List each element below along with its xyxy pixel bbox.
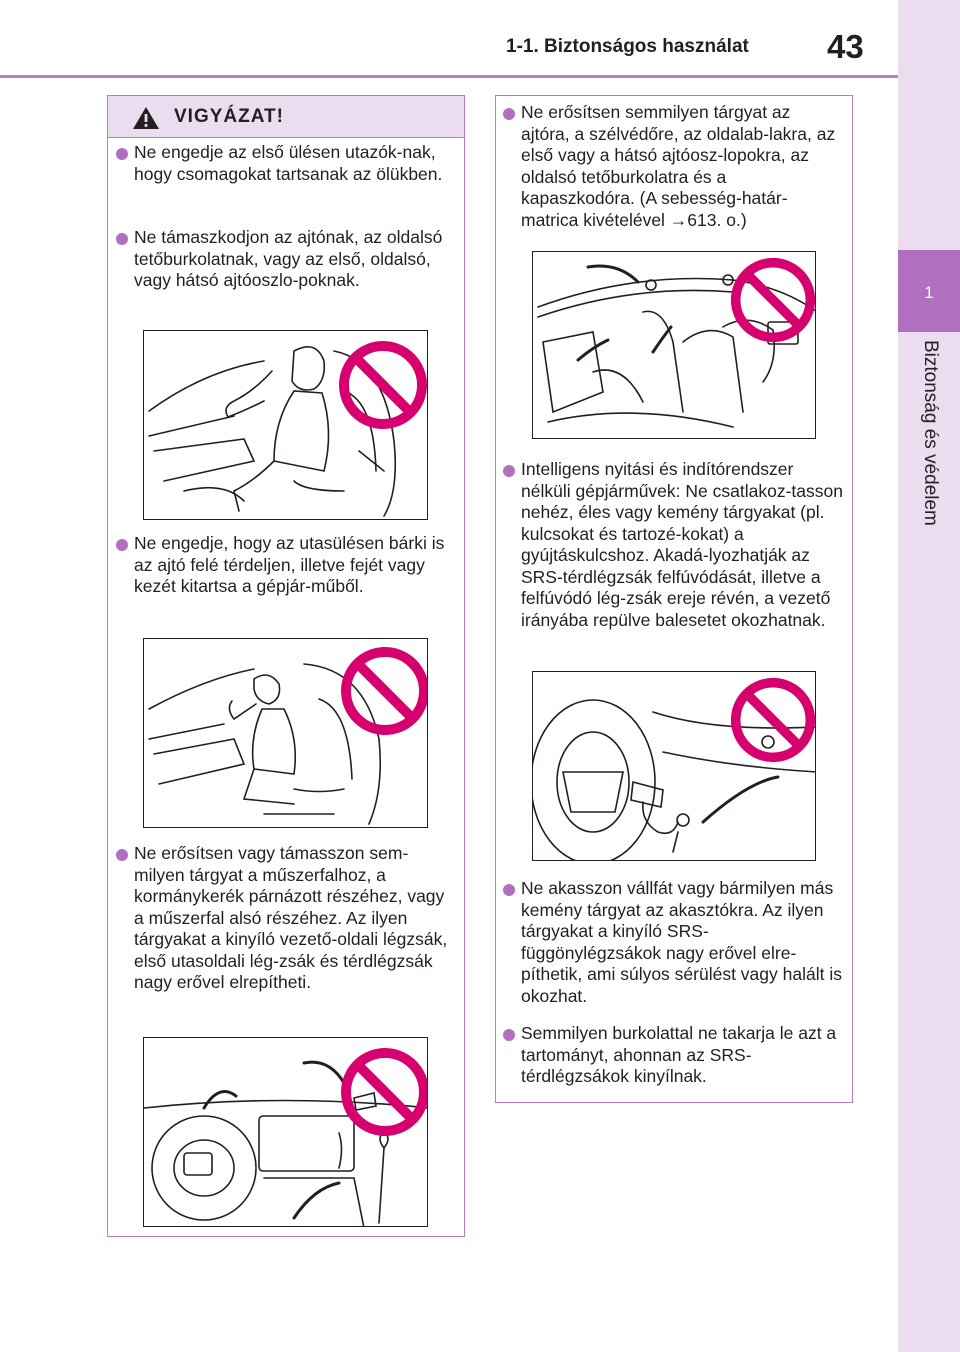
illustration-ignition-key — [532, 671, 816, 861]
bullet — [503, 465, 515, 477]
illustration-cabin-interior — [532, 251, 816, 439]
bullet — [116, 539, 128, 551]
list-item: Ne erősítsen semmilyen tárgyat az ajtóra, a szélvédőre, az oldalab-lakra, az első vagy a hátsó ajtóosz-lopokra, az oldalsó tetőburkolatra és a kapaszkodóra. (A sebesség-határ-matrica kivételével →613. o.) — [521, 102, 836, 230]
bullet — [503, 884, 515, 896]
list-item: Ne engedje, hogy az utasülésen bárki is az ajtó felé térdeljen, illetve fejét vagy kezét kitartsa a gépjár-műből. — [134, 533, 445, 596]
illustration-dashboard-objects — [143, 1037, 428, 1227]
illustration-kneeling-passenger — [143, 638, 428, 828]
illustration-leaning-on-door — [143, 330, 428, 520]
list-item: Semmilyen burkolattal ne takarja le azt a tartományt, ahonnan az SRS-térdlégzsákok kinyílnak. — [521, 1023, 837, 1086]
caution-header — [108, 96, 464, 138]
section-title: 1-1. Biztonságos használat — [506, 36, 749, 57]
page-number: 43 — [827, 28, 864, 65]
list-item: Intelligens nyitási és indítórendszer nélküli gépjárművek: Ne csatlakoz-tasson nehéz, éles vagy kemény tárgyakat (pl. kulcsokat és tartozé-kokat) a gyújtáskulcshoz. Akadá-lyozhatják az SRS-térdlégzsák felfúvódását, illetve a felfúvódó lég-zsák ereje révén, a vezető irányába repülve balesetet okozhatnak. — [521, 459, 843, 630]
prohibition-icon — [339, 645, 428, 737]
bullet — [503, 108, 515, 120]
prohibition-icon — [729, 676, 816, 764]
warning-triangle-icon — [132, 106, 160, 130]
list-item: Ne akasszon vállfát vagy bármilyen más kemény tárgyat az akasztókra. Az ilyen tárgyakat a kinyíló SRS-függönylégzsákok nagy erővel elre-píthetik, ami súlyos sérülést vagy halált is okozhat. — [521, 878, 842, 1006]
side-tab-background — [898, 0, 960, 250]
bullet — [503, 1029, 515, 1041]
list-item: Ne támaszkodjon az ajtónak, az oldalsó tetőburkolatnak, vagy az első, oldalsó, vagy hátsó ajtóoszlo-poknak. — [134, 227, 443, 290]
bullet — [116, 233, 128, 245]
list-item: Ne erősítsen vagy támasszon sem-milyen tárgyat a műszerfalhoz, a kormánykerék párnázott részéhez, vagy a műszerfal alsó részéhez. Az ilyen tárgyakat a kinyíló vezető-oldali légzsák, első utasoldali lég-zsák és térdlégzsák nagy erővel elrepítheti. — [134, 843, 448, 992]
prohibition-icon — [339, 1046, 428, 1138]
prohibition-icon — [729, 256, 816, 344]
bullet — [116, 849, 128, 861]
caution-title: VIGYÁZAT! — [174, 106, 284, 127]
chapter-label: Biztonság és védelem — [920, 340, 941, 526]
bullet — [116, 148, 128, 160]
prohibition-icon — [337, 339, 428, 431]
chapter-tab[interactable]: 1 — [898, 250, 960, 332]
list-item: Ne engedje az első ülésen utazók-nak, hogy csomagokat tartsanak az ölükben. — [134, 142, 443, 184]
header-rule — [0, 75, 898, 78]
